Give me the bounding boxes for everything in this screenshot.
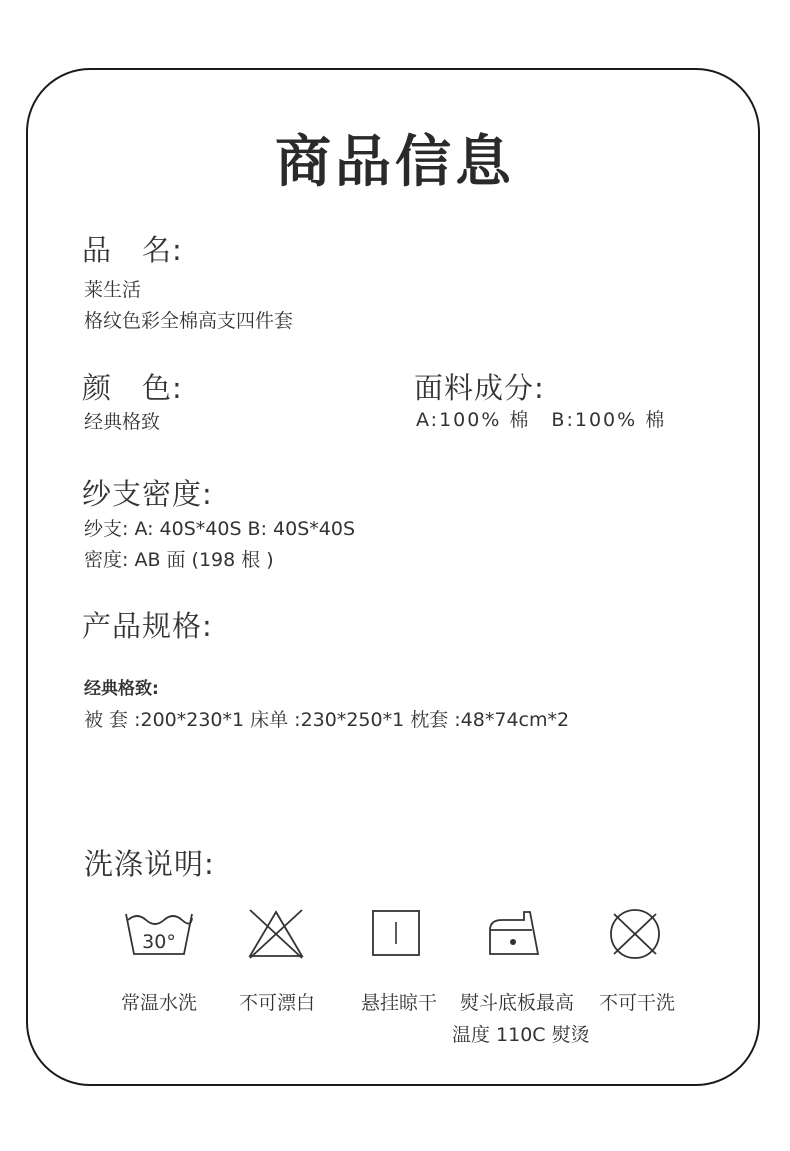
name-product: 格纹色彩全棉高支四件套 — [84, 310, 294, 332]
wash-label: 洗涤说明: — [84, 847, 215, 881]
hang-dry-icon — [370, 908, 422, 958]
fabric-value: A:100% 棉 B:100% 棉 — [416, 409, 667, 431]
caption-iron: 熨斗底板最高 — [459, 992, 574, 1014]
no-bleach-icon — [246, 906, 306, 962]
spec-subtitle: 经典格致: — [84, 679, 159, 699]
caption-wash: 常温水洗 — [120, 992, 197, 1014]
name-label: 品 名: — [82, 233, 183, 267]
spec-label: 产品规格: — [82, 609, 213, 643]
page-title: 商品信息 — [275, 130, 515, 195]
yarn-count: 纱支: A: 40S*40S B: 40S*40S — [84, 518, 356, 540]
wash-temp-text: 30° — [142, 931, 176, 953]
iron-low-icon — [486, 906, 542, 958]
name-brand: 莱生活 — [84, 279, 142, 301]
caption-no-dry-clean: 不可干洗 — [598, 992, 675, 1014]
color-value: 经典格致 — [84, 411, 161, 433]
spec-sizes: 被 套 :200*230*1 床单 :230*250*1 枕套 :48*74cm*2 — [84, 709, 570, 731]
yarn-label: 纱支密度: — [82, 477, 213, 511]
color-label: 颜 色: — [82, 371, 183, 405]
caption-hang-dry: 悬挂晾干 — [360, 992, 437, 1014]
yarn-density: 密度: AB 面 (198 根 ) — [84, 549, 274, 571]
fabric-label: 面料成分: — [414, 371, 545, 405]
no-dry-clean-icon — [606, 906, 664, 962]
caption-iron-temp: 温度 110C 熨烫 — [452, 1024, 590, 1046]
wash-30-icon — [122, 908, 196, 958]
caption-no-bleach: 不可漂白 — [238, 992, 315, 1014]
